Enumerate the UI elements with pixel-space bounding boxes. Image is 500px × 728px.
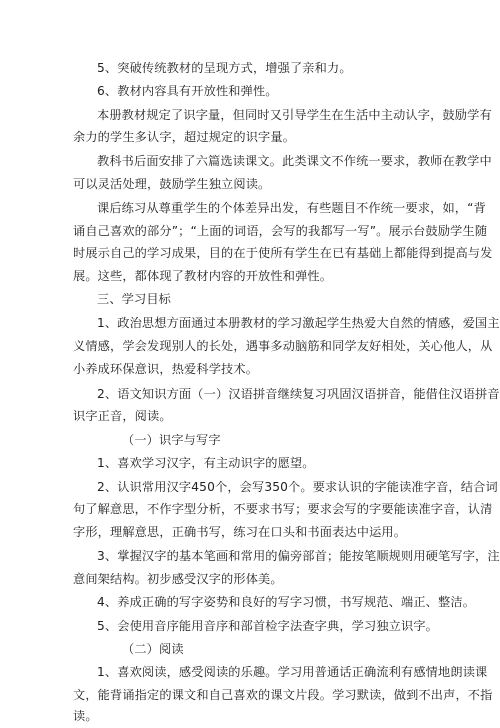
text-line: 义情感，学会发现别人的长处，遇事多动脑筋和同学友好相处，关心他人，从 (73, 339, 493, 353)
text-line: 3、掌握汉字的基本笔画和常用的偏旁部首；能按笔顺规则用硬笔写字，注 (97, 549, 500, 563)
text-line: 时展示自己的学习成果，目的在于使所有学生在已有基础上都能得到提高与发 (73, 246, 493, 260)
text-line: 2、语文知识方面（一）汉语拼音继续复习巩固汉语拼音，能借住汉语拼音 (97, 387, 500, 401)
text-line: 余力的学生多认字，超过规定的识字量。 (73, 130, 296, 144)
text-line: 5、突破传统教材的呈现方式，增强了亲和力。 (97, 61, 352, 75)
text-line: 可以灵活处理，鼓励学生独立阅读。 (73, 177, 271, 191)
text-line: 5、会使用音序能用音序和部首检字法查字典，学习独立识字。 (97, 619, 439, 633)
text-line: 教科书后面安排了六篇选读课文。此类课文不作统一要求，教师在教学中 (97, 154, 492, 168)
text-line: 1、喜欢学习汉字，有主动识字的愿望。 (97, 456, 315, 470)
subsection-heading: （一）识字与写字 (122, 433, 221, 447)
text-line: 识字正音，阅读。 (73, 409, 172, 423)
text-line: 1、喜欢阅读，感受阅读的乐趣。学习用普通话正确流利有感情地朗读课 (97, 665, 488, 679)
text-line: 展。这些，都体现了教材内容的开放性和弹性。 (73, 269, 333, 283)
text-line: 本册教材规定了识字量，但同时又引导学生在生活中主动认字，鼓励学有 (97, 108, 492, 122)
text-line: 文，能背诵指定的课文和自己喜欢的课文片段。学习默读，做到不出声，不指 (73, 688, 493, 702)
text-line: 1、政治思想方面通过本册教材的学习激起学生热爱大自然的情感，爱国主 (97, 316, 500, 330)
text-line: 小养成环保意识，热爱科学技术。 (73, 362, 259, 376)
text-line: 6、教材内容具有开放性和弹性。 (97, 84, 278, 98)
subsection-heading: （二）阅读 (122, 642, 184, 656)
text-line: 意间架结构。初步感受汉字的形体美。 (73, 572, 283, 586)
section-heading: 三、学习目标 (97, 292, 172, 306)
text-line: 句了解意思，不作字型分析，不要求书写；要求会写的字要能读准字音，认清 (73, 502, 493, 516)
text-line: 读。 (73, 709, 98, 723)
text-line: 4、养成正确的写字姿势和良好的写字习惯，书写规范、端正、整洁。 (97, 595, 476, 609)
text-line: 诵自己喜欢的部分”；“上面的词语，会写的我都写一写”。展示台鼓励学生随 (73, 224, 488, 238)
text-line: 字形，理解意思，正确书写，练习在口头和书面表达中运用。 (73, 525, 407, 539)
text-line: 2、认识常用汉字450个，会写350个。要求认识的字能读准字音，结合词 (97, 480, 498, 494)
text-line: 课后练习从尊重学生的个体差异出发，有些题目不作统一要求，如，“背 (97, 201, 486, 215)
